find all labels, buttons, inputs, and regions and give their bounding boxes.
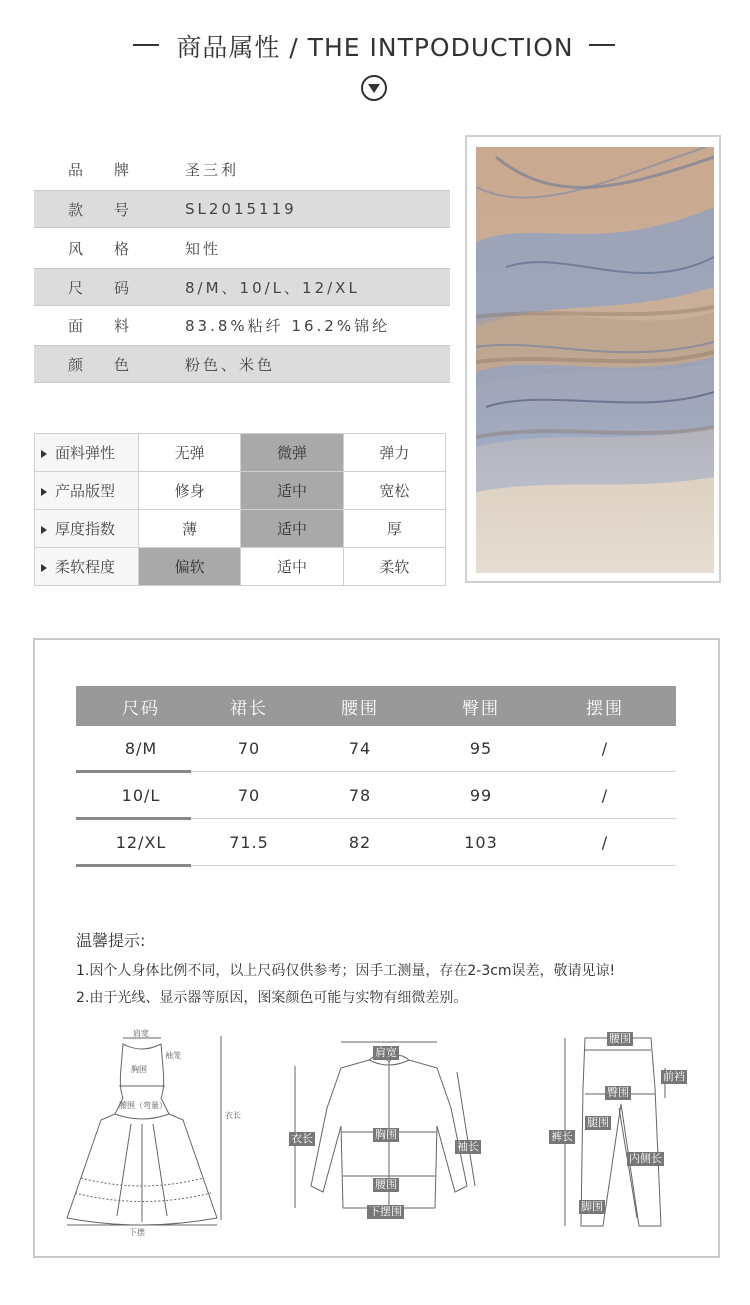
- rating-label: [35, 548, 139, 586]
- size-header-cell: 臀围: [462, 698, 500, 719]
- rating-label-text: 柔软程度: [55, 558, 116, 576]
- pants-front-rise-label: 前裆: [663, 1070, 685, 1083]
- size-row: [76, 820, 676, 866]
- attr-key: 面: [68, 316, 87, 335]
- rating-row-softness: [35, 548, 446, 586]
- attr-row-color: [34, 345, 450, 383]
- attr-value: 圣三利: [185, 160, 240, 179]
- row-underline: [76, 864, 191, 867]
- size-cell: 99: [469, 786, 493, 805]
- size-cell: /: [601, 786, 609, 805]
- size-table-header: [76, 686, 676, 726]
- rating-option: 适中: [241, 548, 343, 586]
- size-cell: /: [601, 833, 609, 852]
- fabric-photo: [476, 147, 714, 573]
- rating-option: 无弹: [139, 434, 241, 472]
- chevron-down-icon: [361, 75, 387, 101]
- rating-option: 宽松: [343, 472, 445, 510]
- triangle-right-icon: [41, 526, 47, 534]
- fabric-photo-frame: [465, 135, 721, 583]
- pants-length-label: 裤长: [551, 1130, 573, 1143]
- size-cell: 95: [469, 739, 493, 758]
- size-cell: 70: [237, 786, 261, 805]
- header-dash-right: [589, 44, 615, 46]
- attr-key: 色: [114, 355, 133, 374]
- attr-key: 风: [68, 239, 87, 258]
- rating-option-selected: 偏软: [139, 548, 241, 586]
- rating-label-text: 厚度指数: [55, 520, 116, 538]
- size-header-cell: 尺码: [122, 698, 160, 719]
- attr-key: 款: [68, 200, 87, 219]
- size-cell: 8/M: [124, 739, 158, 758]
- attr-key: 格: [114, 239, 133, 258]
- rating-row-elasticity: [35, 434, 446, 472]
- size-cell: 12/XL: [115, 833, 167, 852]
- dress-shoulder-label: 肩宽: [133, 1029, 149, 1038]
- pants-hip-label: 臀围: [607, 1086, 629, 1099]
- rating-label: [35, 510, 139, 548]
- dress-waist-label: 腰围（弯量）: [119, 1101, 167, 1110]
- attr-row-style-no: [34, 190, 450, 228]
- attr-value: 知性: [185, 239, 222, 258]
- rating-row-thickness: [35, 510, 446, 548]
- attr-row-fabric: [34, 306, 450, 344]
- size-cell: 103: [464, 833, 498, 852]
- size-header-cell: 裙长: [230, 698, 268, 719]
- attr-key: 牌: [114, 160, 133, 179]
- triangle-right-icon: [41, 488, 47, 496]
- size-cell: 74: [348, 739, 372, 758]
- shirt-shoulder-label: 肩宽: [375, 1046, 397, 1059]
- attr-value: 8/M、10/L、12/XL: [185, 278, 360, 297]
- rating-label-text: 产品版型: [55, 482, 116, 500]
- tips-title: 温馨提示:: [76, 931, 146, 950]
- attr-key: 颜: [68, 355, 87, 374]
- pants-thigh-label: 腿围: [587, 1116, 609, 1129]
- size-cell: /: [601, 739, 609, 758]
- size-cell: 71.5: [229, 833, 269, 852]
- shirt-sleeve-label: 袖长: [457, 1140, 479, 1153]
- shirt-length-label: 衣长: [291, 1132, 313, 1145]
- size-header-cell: 摆围: [586, 698, 624, 719]
- rating-option-selected: 适中: [241, 510, 343, 548]
- attr-key: 号: [114, 200, 133, 219]
- size-cell: 82: [348, 833, 372, 852]
- rating-option: 薄: [139, 510, 241, 548]
- size-row: [76, 726, 676, 772]
- pants-leg-opening-label: 脚围: [581, 1200, 603, 1213]
- size-cell: 70: [237, 739, 261, 758]
- pants-inseam-label: 内侧长: [629, 1152, 662, 1165]
- size-cell: 78: [348, 786, 372, 805]
- tips-line-2: 2.由于光线、显示器等原因，图案颜色可能与实物有细微差别。: [76, 990, 468, 1006]
- rating-option: 修身: [139, 472, 241, 510]
- attr-value: SL2015119: [185, 200, 297, 218]
- rating-label-text: 面料弹性: [55, 444, 116, 462]
- dress-length-label: 衣长: [225, 1111, 241, 1120]
- attr-key: 品: [68, 160, 87, 179]
- shirt-bust-label: 胸围: [375, 1128, 397, 1141]
- rating-option: 厚: [343, 510, 445, 548]
- triangle-right-icon: [41, 564, 47, 572]
- attr-row-brand: [34, 150, 450, 188]
- dress-sleeve-label: 袖笼: [165, 1051, 181, 1060]
- triangle-right-icon: [41, 450, 47, 458]
- size-cell: 10/L: [121, 786, 161, 805]
- rating-option: 柔软: [343, 548, 445, 586]
- attr-value: 83.8%粘纤 16.2%锦纶: [185, 316, 391, 335]
- rating-option-selected: 微弹: [241, 434, 343, 472]
- size-row: [76, 773, 676, 819]
- attr-value: 粉色、米色: [185, 355, 276, 374]
- shirt-waist-label: 腰围: [375, 1178, 397, 1191]
- attr-row-size: [34, 268, 450, 306]
- attr-key: 料: [114, 316, 133, 335]
- size-header-cell: 腰围: [341, 698, 379, 719]
- size-chart-box: [33, 638, 720, 1258]
- rating-grid: [34, 433, 446, 586]
- rating-label: [35, 472, 139, 510]
- attr-key: 码: [114, 278, 133, 297]
- attr-row-style: [34, 229, 450, 267]
- dress-bust-label: 胸围: [131, 1065, 147, 1074]
- rating-option: 弹力: [343, 434, 445, 472]
- rating-option-selected: 适中: [241, 472, 343, 510]
- shirt-hem-label: 下摆围: [369, 1205, 402, 1218]
- dress-diagram: [61, 1028, 251, 1238]
- dress-hem-label: 下摆: [129, 1228, 145, 1237]
- pants-waist-label: 腰围: [609, 1032, 631, 1045]
- attr-key: 尺: [68, 278, 87, 297]
- tips-line-1: 1.因个人身体比例不同，以上尺码仅供参考；因手工测量，存在2-3cm误差，敬请见谅!: [76, 963, 616, 979]
- rating-label: [35, 434, 139, 472]
- section-title: 商品属性 / THE INTPODUCTION: [176, 33, 574, 62]
- rating-row-fit: [35, 472, 446, 510]
